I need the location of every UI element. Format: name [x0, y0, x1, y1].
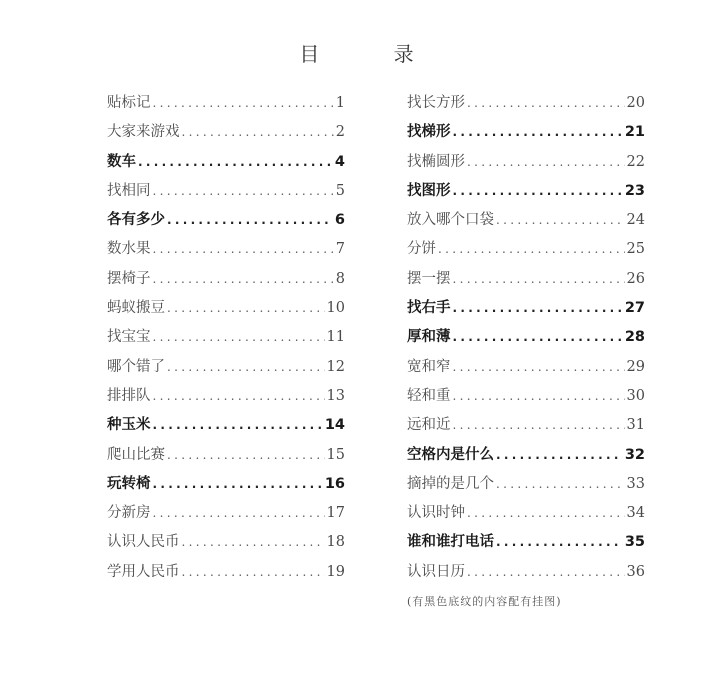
toc-leader-dots: [167, 353, 325, 382]
toc-leader-dots: [453, 411, 625, 440]
toc-entry-title: 找长方形: [407, 95, 465, 111]
toc-entry-page-number: 19: [326, 563, 345, 580]
toc-entry-title: 摆椅子: [107, 270, 151, 287]
toc-leader-dots: [153, 89, 334, 118]
toc-entry-title: 分饼: [407, 241, 436, 258]
toc-leader-dots: [167, 294, 325, 323]
toc-right-column: [407, 89, 645, 587]
toc-entry-page-number: 17: [326, 505, 345, 522]
toc-entry-title: 贴标记: [107, 95, 151, 111]
toc-entry[interactable]: [407, 528, 645, 557]
toc-entry-page-number: 8: [335, 270, 345, 287]
toc-entry-title: 宽和窄: [407, 358, 451, 375]
toc-entry[interactable]: [107, 206, 345, 235]
toc-entry[interactable]: [107, 148, 345, 177]
toc-leader-dots: [453, 323, 623, 352]
toc-leader-dots: [453, 265, 625, 294]
toc-entry-title: 找相同: [107, 182, 151, 199]
toc-entry[interactable]: [407, 89, 645, 118]
toc-entry[interactable]: [107, 177, 345, 206]
toc-leader-dots: [496, 470, 625, 499]
toc-leader-dots: [182, 118, 334, 147]
toc-entry-page-number: 23: [624, 182, 645, 199]
toc-entry-title: 空格内是什么: [407, 446, 494, 463]
toc-entry[interactable]: [407, 206, 645, 235]
toc-entry[interactable]: [407, 499, 645, 528]
toc-leader-dots: [496, 206, 625, 235]
toc-leader-dots: [153, 411, 323, 440]
toc-entry-page-number: 26: [626, 270, 645, 287]
toc-entry-page-number: 16: [324, 475, 345, 492]
toc-leader-dots: [153, 265, 334, 294]
toc-entry[interactable]: [407, 441, 645, 470]
toc-entry[interactable]: [107, 323, 345, 352]
toc-entry-title: 认识人民币: [107, 534, 180, 551]
toc-entry[interactable]: [407, 177, 645, 206]
toc-entry-title: 各有多少: [107, 212, 165, 229]
toc-entry-page-number: 7: [335, 241, 345, 258]
toc-entry-page-number: 1: [335, 95, 345, 111]
toc-entry[interactable]: [407, 558, 645, 587]
toc-entry-title: 摆一摆: [407, 270, 451, 287]
page-title: 目 录: [299, 42, 448, 66]
toc-entry[interactable]: [107, 470, 345, 499]
toc-leader-dots: [467, 148, 625, 177]
toc-leader-dots: [167, 441, 325, 470]
toc-entry-title: 认识日历: [407, 563, 465, 580]
toc-entry-page-number: 14: [324, 417, 345, 434]
toc-entry-title: 认识时钟: [407, 505, 465, 522]
toc-entry[interactable]: [107, 353, 345, 382]
toc-entry-title: 分新房: [107, 505, 151, 522]
toc-leader-dots: [153, 177, 334, 206]
toc-entry-page-number: 2: [335, 124, 345, 141]
toc-leader-dots: [453, 353, 625, 382]
toc-entry-page-number: 5: [335, 182, 345, 199]
toc-entry[interactable]: [107, 235, 345, 264]
toc-entry[interactable]: [407, 470, 645, 499]
footnote: (有黑色底纹的内容配有挂图): [407, 595, 562, 608]
toc-entry-page-number: 31: [626, 417, 645, 434]
toc-leader-dots: [167, 206, 333, 235]
toc-leader-dots: [453, 177, 623, 206]
toc-entry[interactable]: [407, 353, 645, 382]
toc-leader-dots: [138, 148, 333, 177]
toc-entry-title: 找椭圆形: [407, 153, 465, 170]
toc-entry[interactable]: [107, 528, 345, 557]
toc-entry[interactable]: [107, 265, 345, 294]
toc-entry[interactable]: [107, 558, 345, 587]
toc-leader-dots: [153, 382, 325, 411]
toc-entry-page-number: 29: [626, 358, 645, 375]
toc-leader-dots: [153, 470, 323, 499]
toc-leader-dots: [467, 89, 625, 118]
toc-leader-dots: [153, 323, 325, 352]
toc-entry-title: 大家来游戏: [107, 124, 180, 141]
toc-entry-page-number: 12: [326, 358, 345, 375]
toc-entry-page-number: 6: [334, 212, 345, 229]
toc-entry-title: 排排队: [107, 387, 151, 404]
toc-left-column: [107, 89, 345, 587]
toc-entry-title: 找梯形: [407, 124, 451, 141]
toc-entry-title: 数车: [107, 153, 136, 170]
toc-entry[interactable]: [107, 294, 345, 323]
toc-entry[interactable]: [407, 382, 645, 411]
toc-entry-page-number: 24: [626, 212, 645, 229]
toc-entry[interactable]: [107, 118, 345, 147]
toc-leader-dots: [453, 294, 623, 323]
toc-entry-title: 远和近: [407, 417, 451, 434]
toc-leader-dots: [467, 558, 625, 587]
toc-entry-title: 爬山比赛: [107, 446, 165, 463]
toc-entry-title: 数水果: [107, 241, 151, 258]
toc-entry[interactable]: [407, 118, 645, 147]
toc-entry[interactable]: [407, 411, 645, 440]
toc-leader-dots: [153, 235, 334, 264]
toc-entry-page-number: 10: [326, 300, 345, 317]
toc-entry-title: 找右手: [407, 300, 451, 317]
toc-leader-dots: [182, 558, 325, 587]
toc-entry-page-number: 33: [626, 475, 645, 492]
toc-entry[interactable]: [407, 265, 645, 294]
toc-entry-page-number: 11: [326, 329, 345, 346]
toc-entry-title: 蚂蚁搬豆: [107, 300, 165, 317]
toc-entry-title: 学用人民币: [107, 563, 180, 580]
toc-entry[interactable]: [407, 235, 645, 264]
toc-leader-dots: [496, 528, 623, 557]
toc-leader-dots: [453, 118, 623, 147]
toc-entry-page-number: 13: [326, 387, 345, 404]
toc-entry[interactable]: [107, 89, 345, 118]
toc-entry-title: 厚和薄: [407, 329, 451, 346]
toc-entry-title: 玩转椅: [107, 475, 151, 492]
toc-entry-title: 种玉米: [107, 417, 151, 434]
toc-entry-title: 放入哪个口袋: [407, 212, 494, 229]
toc-entry-title: 轻和重: [407, 387, 451, 404]
toc-entry[interactable]: [407, 148, 645, 177]
toc-leader-dots: [496, 441, 623, 470]
toc-entry-page-number: 20: [626, 95, 645, 111]
toc-entry[interactable]: [107, 441, 345, 470]
toc-entry[interactable]: [107, 499, 345, 528]
toc-entry-page-number: 35: [624, 534, 645, 551]
toc-entry-page-number: 4: [334, 153, 345, 170]
toc-entry-title: 谁和谁打电话: [407, 534, 494, 551]
toc-entry-page-number: 15: [326, 446, 345, 463]
toc-leader-dots: [453, 382, 625, 411]
toc-entry[interactable]: [407, 294, 645, 323]
toc-entry-page-number: 22: [626, 153, 645, 170]
toc-entry-page-number: 21: [624, 124, 645, 141]
toc-entry-page-number: 34: [626, 505, 645, 522]
toc-entry-page-number: 30: [626, 387, 645, 404]
toc-entry-page-number: 18: [326, 534, 345, 551]
toc-entry-page-number: 25: [626, 241, 645, 258]
toc-entry-title: 哪个错了: [107, 358, 165, 375]
toc-entry[interactable]: [407, 323, 645, 352]
toc-entry-page-number: 28: [624, 329, 645, 346]
toc-leader-dots: [182, 528, 325, 557]
toc-entry-page-number: 36: [626, 563, 645, 580]
toc-entry-title: 找宝宝: [107, 329, 151, 346]
toc-leader-dots: [153, 499, 325, 528]
toc-entry-page-number: 27: [624, 300, 645, 317]
toc-entry-title: 摘掉的是几个: [407, 475, 494, 492]
toc-entry[interactable]: [107, 382, 345, 411]
toc-entry-title: 找图形: [407, 182, 451, 199]
toc-leader-dots: [467, 499, 625, 528]
toc-entry[interactable]: [107, 411, 345, 440]
toc-entry-page-number: 32: [624, 446, 645, 463]
toc-leader-dots: [438, 235, 625, 264]
